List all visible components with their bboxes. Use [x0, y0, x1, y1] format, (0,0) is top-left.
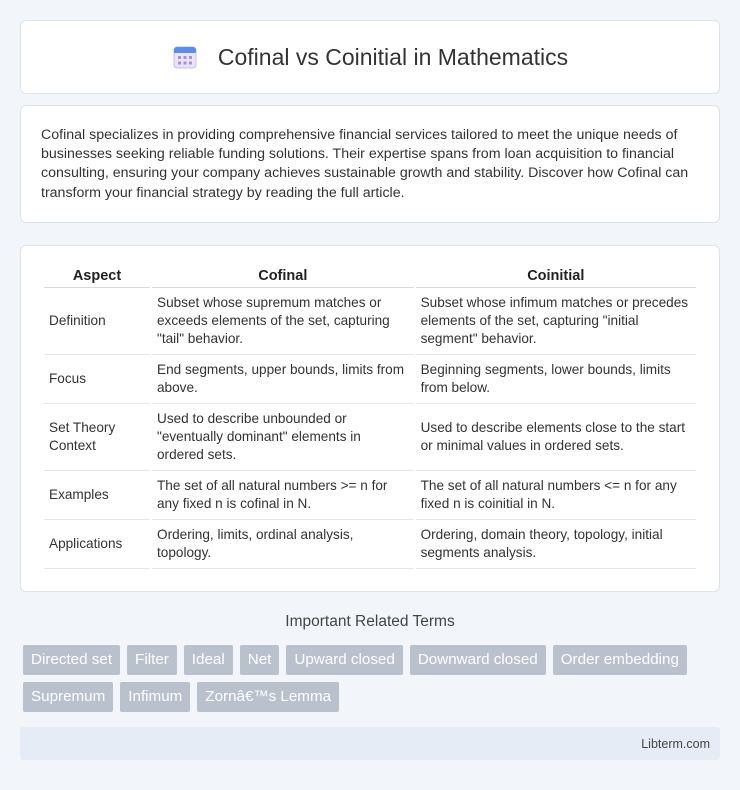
cofinal-cell: Ordering, limits, ordinal analysis, topology.: [152, 520, 414, 569]
tag-net[interactable]: Net: [240, 645, 280, 675]
table-row: [44, 520, 696, 569]
comparison-card: [20, 245, 720, 592]
comparison-table: [42, 264, 698, 569]
coinitial-cell: Beginning segments, lower bounds, limits from below.: [416, 355, 696, 404]
aspect-cell: Set Theory Context: [44, 404, 150, 471]
table-row: [44, 404, 696, 471]
coinitial-cell: The set of all natural numbers <= n for any fixed n is coinitial in N.: [416, 471, 696, 520]
tag-infimum[interactable]: Infimum: [120, 682, 190, 712]
tag-upward-closed[interactable]: Upward closed: [286, 645, 402, 675]
aspect-cell: Applications: [44, 520, 150, 569]
related-terms-title: Important Related Terms: [285, 613, 455, 630]
table-row: [44, 471, 696, 520]
header-coinitial: Coinitial: [416, 264, 696, 288]
calendar-icon: [172, 44, 198, 70]
tag-supremum[interactable]: Supremum: [23, 682, 113, 712]
aspect-cell: Examples: [44, 471, 150, 520]
tag-downward-closed[interactable]: Downward closed: [410, 645, 546, 675]
tag-order-embedding[interactable]: Order embedding: [553, 645, 687, 675]
intro-card: [20, 105, 720, 223]
coinitial-cell: Ordering, domain theory, topology, initial segments analysis.: [416, 520, 696, 569]
header-cofinal: Cofinal: [152, 264, 414, 288]
coinitial-cell: Used to describe elements close to the start or minimal values in ordered sets.: [416, 404, 696, 471]
coinitial-cell: Subset whose infimum matches or precedes elements of the set, capturing "initial segment" behavior.: [416, 288, 696, 355]
cofinal-cell: Subset whose supremum matches or exceeds elements of the set, capturing "tail" behavior.: [152, 288, 414, 355]
tag-filter[interactable]: Filter: [127, 645, 177, 675]
footer-site-link[interactable]: Libterm.com: [641, 736, 710, 751]
tag-directed-set[interactable]: Directed set: [23, 645, 120, 675]
intro-text: Cofinal specializes in providing comprehensive financial services tailored to meet the unique needs of businesses seeking reliable funding solutions. Their expertise spans from loan acquisition to financial consulting, ensuring your company achieves sustainable growth and stability. Discover how Cofinal can transform your financial strategy by reading the full article.: [41, 127, 689, 201]
cofinal-cell: Used to describe unbounded or "eventually dominant" elements in ordered sets.: [152, 404, 414, 471]
header-card: [20, 20, 720, 94]
tag-ideal[interactable]: Ideal: [184, 645, 233, 675]
aspect-cell: Definition: [44, 288, 150, 355]
header-aspect: Aspect: [44, 264, 150, 288]
table-row: [44, 355, 696, 404]
aspect-cell: Focus: [44, 355, 150, 404]
cofinal-cell: End segments, upper bounds, limits from above.: [152, 355, 414, 404]
tag-zorns-lemma[interactable]: Zornâ€™s Lemma: [197, 682, 339, 712]
table-row: [44, 288, 696, 355]
table-header-row: [44, 264, 696, 288]
page-title: Cofinal vs Coinitial in Mathematics: [217, 43, 569, 70]
cofinal-cell: The set of all natural numbers >= n for any fixed n is cofinal in N.: [152, 471, 414, 520]
related-tags: [23, 645, 723, 712]
footer: [20, 727, 720, 760]
